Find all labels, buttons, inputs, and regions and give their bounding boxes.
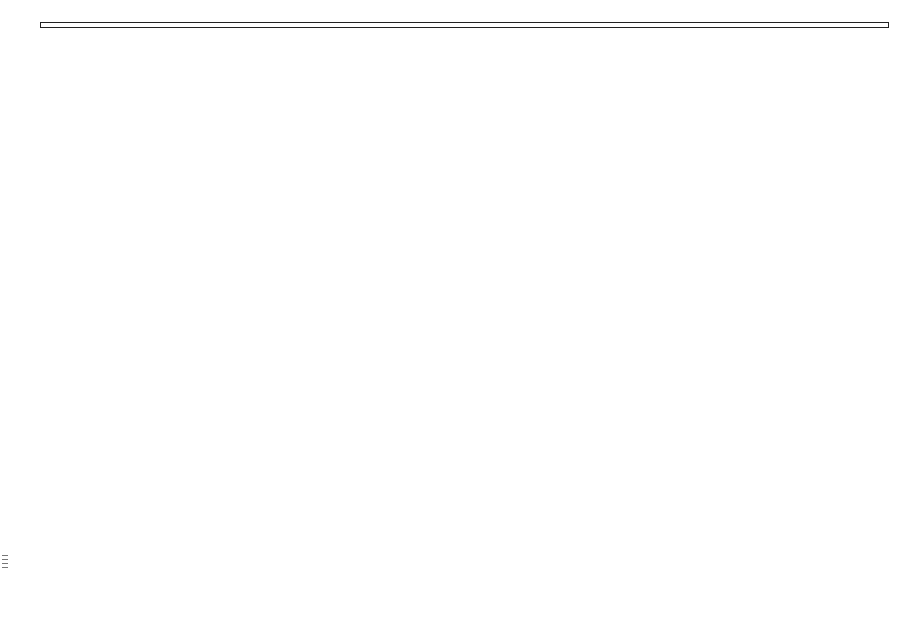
section-header-row <box>41 23 889 28</box>
section-title <box>41 23 889 28</box>
margin-marks <box>2 555 8 571</box>
program-table <box>40 22 889 28</box>
